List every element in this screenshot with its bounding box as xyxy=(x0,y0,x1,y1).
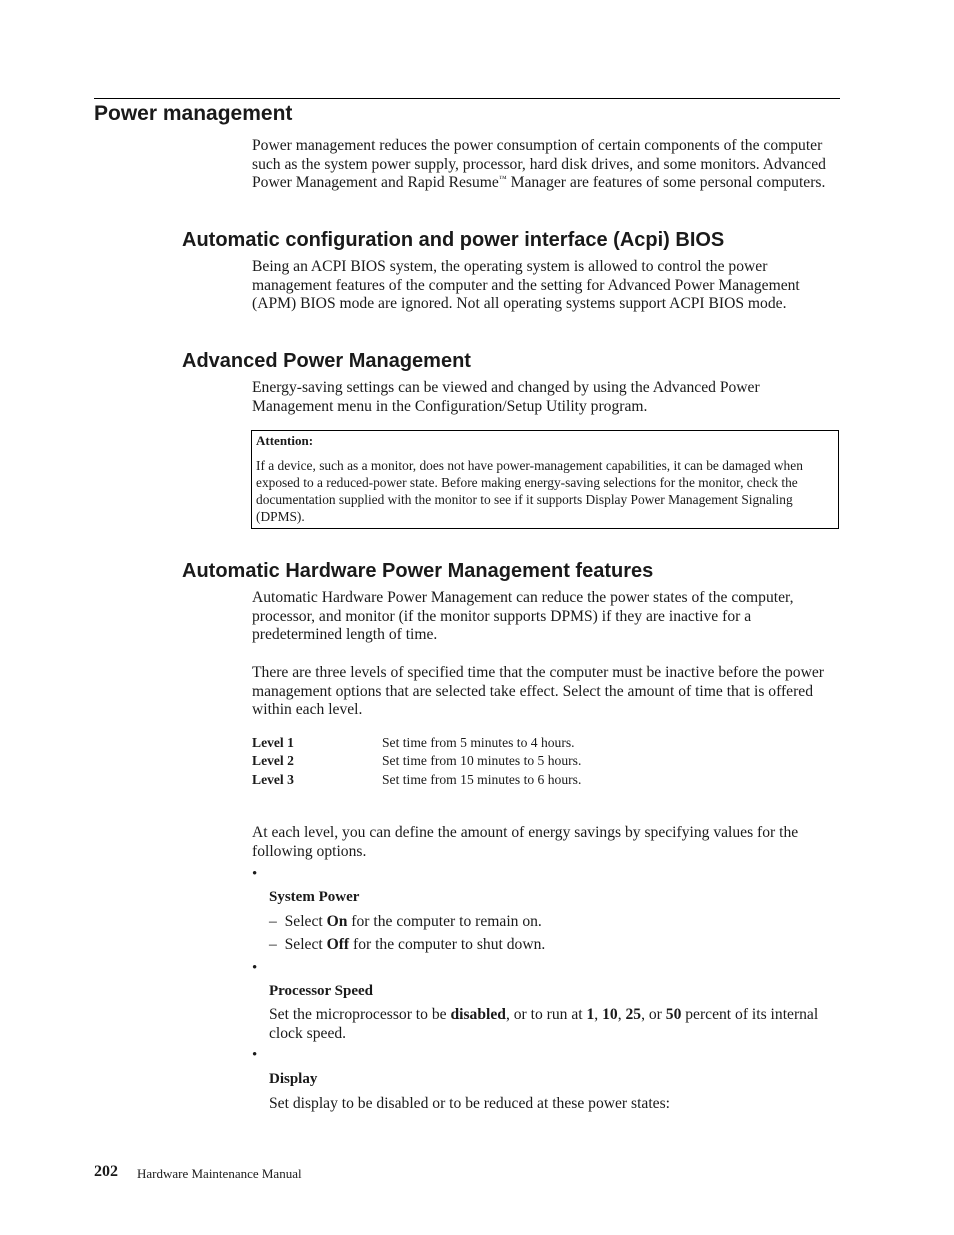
item-text: Select xyxy=(284,913,327,930)
level-description: Set time from 15 minutes to 6 hours. xyxy=(382,772,582,787)
item-text: for the computer to shut down. xyxy=(349,936,546,953)
separator: , xyxy=(594,1006,603,1023)
intro-text-1: Power management reduces the power consumption of certain components of the computer such as the system power supply, processor, hard disk drives, and some monitors. Advanced Power Management and Rapid Resume xyxy=(252,137,826,192)
level-description: Set time from 5 minutes to 4 hours. xyxy=(382,735,575,750)
display-body: Set display to be disabled or to be reduced at these power states: xyxy=(269,1095,670,1112)
manual-title: Hardware Maintenance Manual xyxy=(137,1166,302,1181)
acpi-body: Being an ACPI BIOS system, the operating system is allowed to control the power management features of the computer and the setting for Advanced Power Management (APM) BIOS mode are ignored. Not all operating systems support ACPI BIOS mode. xyxy=(252,258,800,313)
body-text: Set the microprocessor to be xyxy=(269,1006,451,1023)
keyword-disabled: disabled xyxy=(450,1006,506,1023)
system-power-item-off xyxy=(269,936,545,954)
bullet-processor-speed: • xyxy=(252,960,258,976)
section-title-power-management: Power management xyxy=(94,102,293,125)
bullet-display: • xyxy=(252,1047,258,1063)
speed-value: 50 xyxy=(665,1006,682,1023)
power-management-intro xyxy=(252,137,842,193)
level-description: Set time from 10 minutes to 5 hours. xyxy=(382,753,582,768)
body-text: , or to run at xyxy=(505,1006,587,1023)
separator: , or xyxy=(641,1006,666,1023)
ahpm-body-3: At each level, you can define the amount of energy savings by specifying values for the following options. xyxy=(252,824,799,860)
page-number: 202 xyxy=(94,1163,118,1180)
apm-body: Energy-saving settings can be viewed and changed by using the Advanced Power Management menu in the Configuration/Setup Utility program. xyxy=(252,379,760,415)
item-keyword-on: On xyxy=(326,913,348,930)
attention-text: If a device, such as a monitor, does not have power-management capabilities, it can be damaged when exposed to a reduced-power state. Before making energy-saving selections for the monitor, check the documentation supplied with the monitor to see if it supports Display Power Management Signaling (DPMS). xyxy=(256,458,803,525)
ahpm-body-1: Automatic Hardware Power Management can reduce the power states of the computer, processor, and monitor (if the monitor supports DPMS) if they are inactive for a predetermined length of time. xyxy=(252,589,794,644)
item-text: Select xyxy=(284,936,327,953)
body-text: percent of its internal clock speed. xyxy=(269,1006,819,1042)
level-name: Level 1 xyxy=(252,735,294,750)
bullet-system-power: • xyxy=(252,866,258,882)
system-power-item-on xyxy=(269,913,542,931)
processor-speed-body xyxy=(269,1006,841,1043)
trademark-symbol: ™ xyxy=(498,174,507,184)
speed-value: 1 xyxy=(586,1006,595,1023)
section-title-acpi: Automatic configuration and power interface (Acpi) BIOS xyxy=(182,229,725,251)
section-title-apm: Advanced Power Management xyxy=(182,350,471,372)
level-name: Level 2 xyxy=(252,753,294,768)
dash-marker: – xyxy=(269,913,277,930)
speed-value: 10 xyxy=(602,1006,618,1023)
item-text: for the computer to remain on. xyxy=(347,913,542,930)
ahpm-body-2: There are three levels of specified time that the computer must be inactive before the power management options that are selected take effect. Select the amount of time that is offered within each level. xyxy=(252,664,824,719)
header-rule xyxy=(94,98,840,99)
system-power-title: System Power xyxy=(269,889,360,905)
separator: , xyxy=(617,1006,626,1023)
display-title: Display xyxy=(269,1071,318,1087)
section-title-ahpm: Automatic Hardware Power Management features xyxy=(182,560,654,582)
dash-marker: – xyxy=(269,936,277,953)
processor-speed-title: Processor Speed xyxy=(269,983,374,999)
item-keyword-off: Off xyxy=(326,936,350,953)
intro-text-2: Manager are features of some personal computers. xyxy=(506,174,826,192)
level-name: Level 3 xyxy=(252,772,294,787)
attention-box xyxy=(251,430,839,529)
attention-title: Attention: xyxy=(256,433,314,448)
speed-value: 25 xyxy=(625,1006,642,1023)
